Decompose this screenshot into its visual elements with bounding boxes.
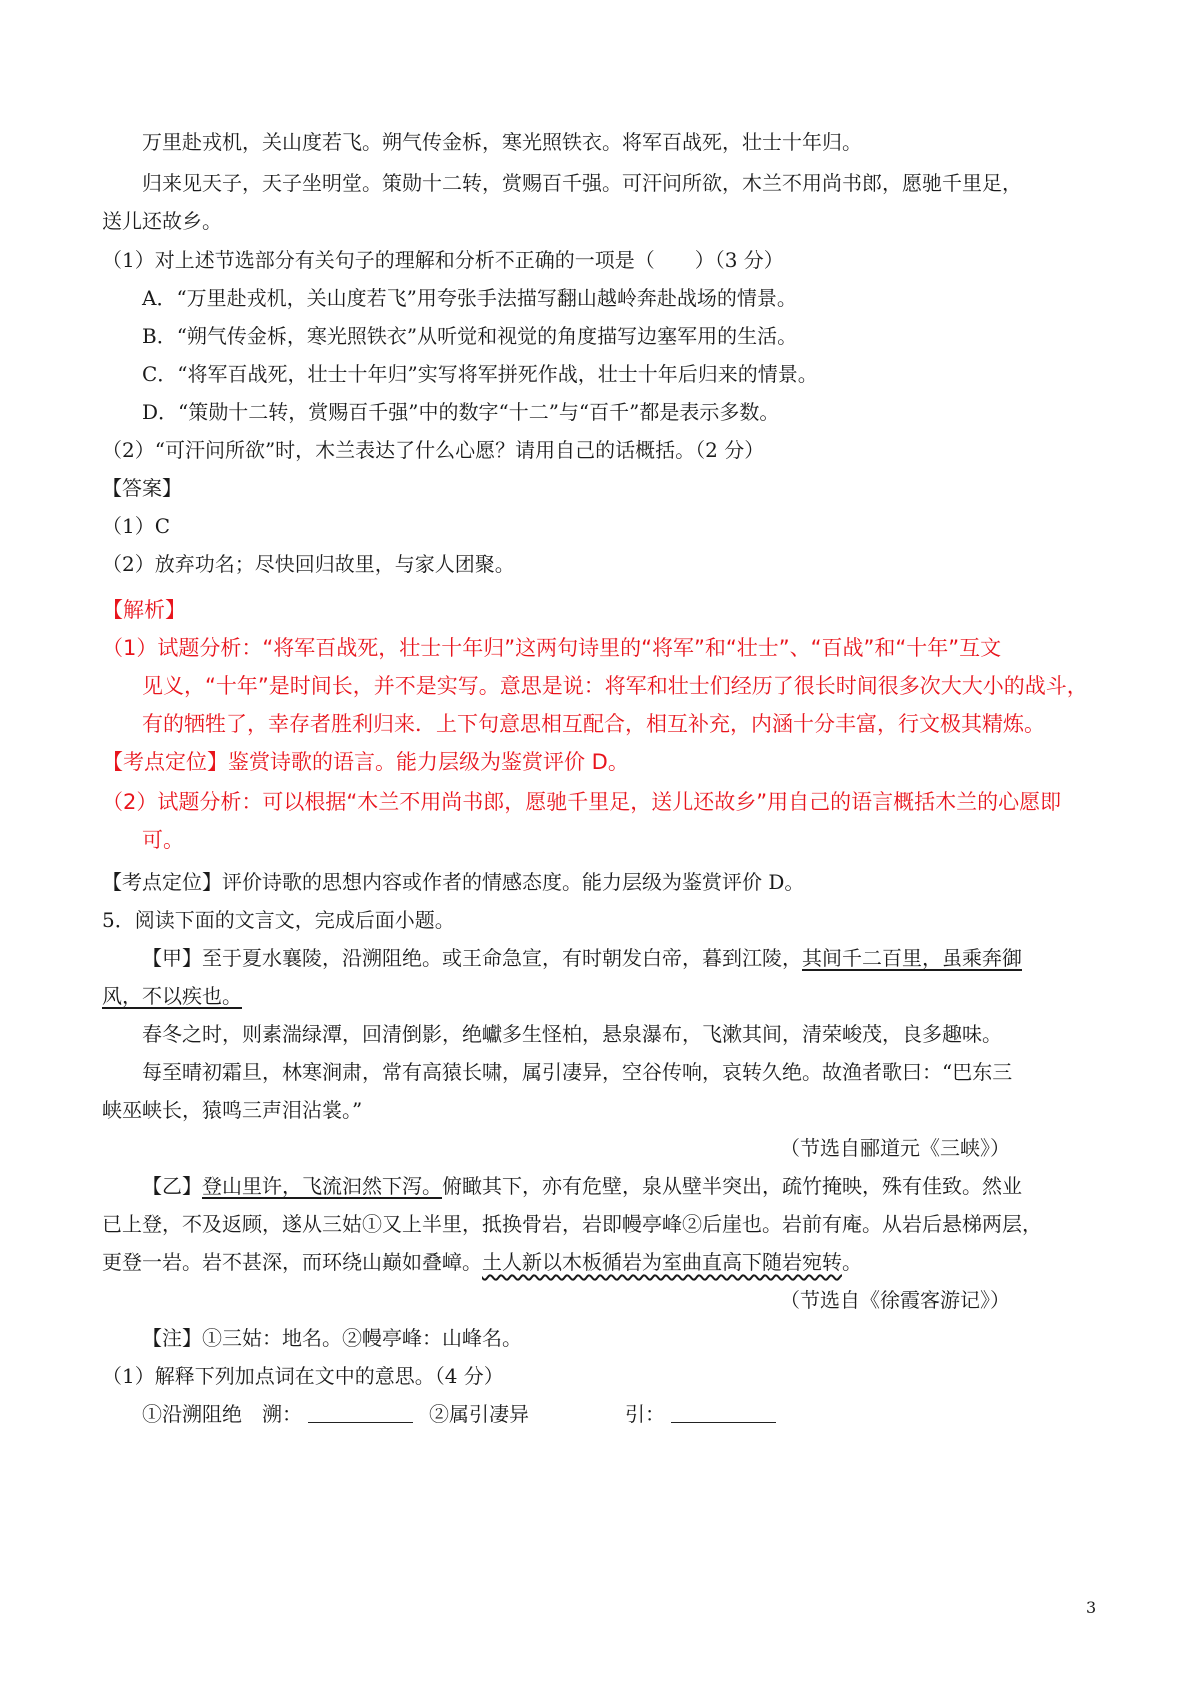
question-stem: （2）“可汗问所欲”时，木兰表达了什么心愿？请用自己的话概括。（2 分）: [102, 438, 765, 462]
answer-line: （2）放弃功名；尽快回归故里，与家人团聚。: [102, 552, 515, 576]
passage-text: 。: [842, 1250, 862, 1274]
answer-heading: 【答案】: [102, 476, 182, 500]
item-label: ①沿溯阻绝 溯：: [142, 1402, 302, 1426]
item-label: ②属引凄异: [429, 1402, 529, 1426]
item-label: 引：: [625, 1402, 665, 1426]
passage-jia-line: [142, 944, 1022, 972]
source-citation: （节选自《徐霞客游记》）: [780, 1288, 1010, 1312]
note: 【注】①三姑：地名。②幔亭峰：山峰名。: [142, 1326, 522, 1350]
passage-text: 俯瞰其下，亦有危壁，泉从壁半突出，疏竹掩映，殊有佳致。然业: [442, 1174, 1022, 1198]
underlined-text: 其间千二百里，虽乘奔御: [802, 946, 1022, 970]
analysis-line: （1）试题分析：“将军百战死，壮士十年归”这两句诗里的“将军”和“壮士”、“百战”和“十年”互文: [102, 636, 1002, 660]
passage-yi-line: [102, 1248, 862, 1276]
poem-line: 送儿还故乡。: [102, 209, 222, 233]
analysis-line: 有的牺牲了，幸存者胜利归来．上下句意思相互配合，相互补充，内涵十分丰富，行文极其精炼。: [142, 712, 1045, 736]
fill-in-items: [142, 1400, 782, 1428]
page-number: 3: [1086, 1598, 1097, 1617]
passage-yi-line: [142, 1172, 1022, 1200]
answer-blank[interactable]: [308, 1402, 413, 1423]
answer-blank[interactable]: [671, 1402, 776, 1423]
question-stem: （1）对上述节选部分有关句子的理解和分析不正确的一项是（ ）（3 分）: [102, 248, 784, 272]
passage-yi-line: 已上登，不及返顾，遂从三姑①又上半里，抵换骨岩，岩即幔亭峰②后崖也。岩前有庵。从岩后悬梯两层，: [102, 1212, 1042, 1236]
option-c: C．“将军百战死，壮士十年归”实写将军拼死作战，壮士十年后归来的情景。: [142, 362, 818, 386]
key-point: 【考点定位】评价诗歌的思想内容或作者的情感态度。能力层级为鉴赏评价 D。: [102, 870, 805, 894]
question-heading: 5．阅读下面的文言文，完成后面小题。: [102, 908, 455, 932]
analysis-heading: 【解析】: [102, 598, 186, 622]
poem-line: 归来见天子，天子坐明堂。策勋十二转，赏赐百千强。可汗问所欲，木兰不用尚书郎，愿驰千里足，: [142, 171, 1022, 195]
option-d: D．“策勋十二转，赏赐百千强”中的数字“十二”与“百千”都是表示多数。: [142, 400, 780, 424]
underlined-text: 风，不以疾也。: [102, 984, 242, 1008]
wavy-underlined-text: 土人新以木板循岩为室曲直高下随岩宛转: [482, 1250, 842, 1274]
answer-line: （1）C: [102, 514, 171, 538]
passage-jia-line: 峡巫峡长，猿鸣三声泪沾裳。”: [102, 1098, 363, 1122]
passage-text: 【乙】: [142, 1174, 202, 1198]
option-b: B．“朔气传金柝，寒光照铁衣”从听觉和视觉的角度描写边塞军用的生活。: [142, 324, 798, 348]
question-stem: （1）解释下列加点词在文中的意思。（4 分）: [102, 1364, 504, 1388]
option-a: A．“万里赴戎机，关山度若飞”用夸张手法描写翻山越岭奔赴战场的情景。: [142, 286, 797, 310]
analysis-line: 可。: [142, 828, 184, 852]
poem-line: 万里赴戎机，关山度若飞。朔气传金柝，寒光照铁衣。将军百战死，壮士十年归。: [142, 130, 862, 154]
passage-jia-line: 春冬之时，则素湍绿潭，回清倒影，绝巘多生怪柏，悬泉瀑布，飞漱其间，清荣峻茂，良多趣味。: [142, 1022, 1002, 1046]
passage-jia-line: [102, 982, 242, 1010]
passage-jia-line: 每至晴初霜旦，林寒涧肃，常有高猿长啸，属引凄异，空谷传响，哀转久绝。故渔者歌曰：“巴东三: [142, 1060, 1013, 1084]
source-citation: （节选自郦道元《三峡》）: [780, 1136, 1010, 1160]
analysis-line: 见义，“十年”是时间长，并不是实写。意思是说：将军和壮士们经历了很长时间很多次大大小的战斗，: [142, 674, 1088, 698]
analysis-line: （2）试题分析：可以根据“木兰不用尚书郎，愿驰千里足，送儿还故乡”用自己的语言概括木兰的心愿即: [102, 790, 1062, 814]
underlined-text: 登山里许，飞流汩然下泻。: [202, 1174, 442, 1198]
passage-text: 更登一岩。岩不甚深，而环绕山巅如叠嶂。: [102, 1250, 482, 1274]
passage-text: 【甲】至于夏水襄陵，沿溯阻绝。或王命急宣，有时朝发白帝，暮到江陵，: [142, 946, 802, 970]
key-point: 【考点定位】鉴赏诗歌的语言。能力层级为鉴赏评价 D。: [102, 750, 629, 774]
